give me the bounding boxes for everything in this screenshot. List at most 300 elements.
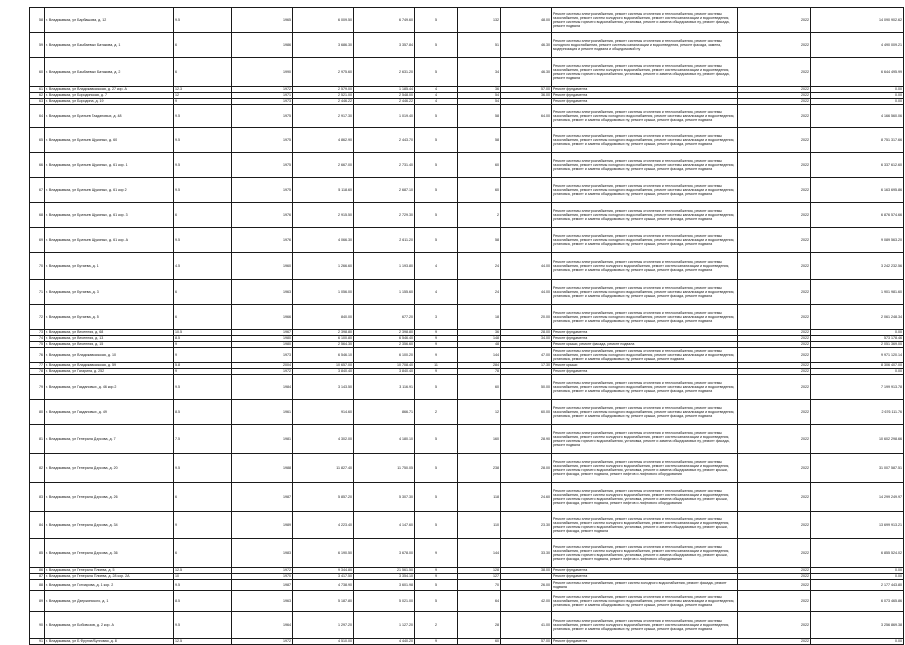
cell-residents: 34 (458, 58, 501, 87)
cell-total-area: 2 917.30 (293, 105, 354, 128)
cell-work-types: Ремонт фундамента (552, 568, 738, 574)
cell-wall-material: 6 (174, 483, 232, 512)
cell-address: г. Владикавказ, ул Газдановых, д. 46 кор.2 (45, 375, 174, 400)
cell-row-number: 81 (30, 425, 45, 454)
cell-residential-area: 1 127.20 (354, 612, 415, 639)
cell-plan-year: 2022 (738, 512, 811, 539)
cell-commission-year: 1976 (232, 228, 293, 253)
cell-wall-material: 6 (174, 203, 232, 228)
cell-residential-area: 6 100.20 (354, 348, 415, 363)
cell-residents: 48 (458, 342, 501, 348)
cell-cost: 0.00 (811, 568, 904, 574)
table-row (30, 580, 904, 591)
cell-address: г. Владикавказ, ул Генерала Дзусова, д. 36 (45, 539, 174, 568)
cell-residents: 148 (458, 336, 501, 342)
cell-residents: 60 (458, 153, 501, 178)
cell-residential-area: 4 180.10 (354, 425, 415, 454)
table-row (30, 305, 904, 330)
cell-row-number: 88 (30, 580, 45, 591)
cell-floors: 5 (415, 58, 458, 87)
cell-total-area: 2 915.50 (293, 203, 354, 228)
cell-wall-material: 12.5 (174, 639, 232, 645)
cell-wall-material: 9 (174, 342, 232, 348)
cell-total-area: 4 738.90 (293, 580, 354, 591)
cell-wall-material: 9 (174, 369, 232, 375)
cell-wall-material: 6 (174, 539, 232, 568)
cell-wear-percent (501, 153, 552, 178)
cell-floors: 9 (415, 342, 458, 348)
cell-plan-year: 2022 (738, 8, 811, 33)
cell-row-number: 61 (30, 87, 45, 93)
cell-residential-area: 10 708.40 (354, 363, 415, 369)
cell-commission-year: 1975 (232, 105, 293, 128)
cell-plan-year: 2022 (738, 348, 811, 363)
cell-wall-material: 12.5 (174, 568, 232, 574)
cell-cost: 3 256 869.38 (811, 612, 904, 639)
cell-cost: 13 699 913.21 (811, 512, 904, 539)
cell-floors: 5 (415, 483, 458, 512)
cell-row-number: 59 (30, 33, 45, 58)
cell-floors: 5 (415, 128, 458, 153)
cell-row-number: 62 (30, 93, 45, 99)
cell-residential-area: 3 678.00 (354, 539, 415, 568)
cell-total-area: 2 579.00 (293, 87, 354, 93)
cell-residential-area: 677.20 (354, 305, 415, 330)
cell-commission-year: 1973 (232, 348, 293, 363)
cell-address: г. Владикавказ, ул Весенняя, д. 13 (45, 336, 174, 342)
cell-work-types: Ремонт системы электроснабжения, ремонт системы отопления и теплоснабжения, ремонт системы газоснабжения, ремонт систем холодного водоснабжения, ремонт систем канализации и водоотведения, ремонт системы горячего водоснабжения, установка, ремонт и замена общедомовых пу, ремонт крыши, ремонт фасада, ремонт подвала (552, 512, 738, 539)
cell-cost: 0.00 (811, 574, 904, 580)
cell-work-types: Ремонт системы электроснабжения, ремонт системы отопления и теплоснабжения, ремонт системы газоснабжения, ремонт системы холодного водоснабжения, ремонт системы канализации и водоотведения, установка, ремонт и замена общедомовых пу, ремонт крыши, ремонт фасада, ремонт подвала (552, 153, 738, 178)
table-row (30, 639, 904, 645)
cell-wear-percent: 64.00 (501, 105, 552, 128)
cell-plan-year: 2022 (738, 87, 811, 93)
cell-floors: 5 (415, 153, 458, 178)
cell-wear-percent: 60.00 (501, 400, 552, 425)
cell-wall-material: 6 (174, 33, 232, 58)
cell-cost: 6 337 612.60 (811, 153, 904, 178)
cell-total-area: 4 066.30 (293, 228, 354, 253)
cell-cost: 2 676 111.76 (811, 400, 904, 425)
cell-plan-year: 2022 (738, 153, 811, 178)
cell-row-number: 80 (30, 400, 45, 425)
cell-wear-percent: 44.00 (501, 253, 552, 280)
cell-residents: 58 (458, 128, 501, 153)
cell-row-number: 87 (30, 574, 45, 580)
cell-floors: 4 (415, 280, 458, 305)
cell-residential-area: 3 357.84 (354, 33, 415, 58)
cell-plan-year: 2022 (738, 128, 811, 153)
cell-residents: 58 (458, 105, 501, 128)
cell-total-area: 840.00 (293, 305, 354, 330)
cell-wear-percent: 20.00 (501, 305, 552, 330)
cell-commission-year: 1975 (232, 128, 293, 153)
cell-cost: 6 073 465.86 (811, 591, 904, 612)
cell-cost: 1 901 981.60 (811, 280, 904, 305)
cell-cost: 9 089 563.20 (811, 228, 904, 253)
cell-row-number: 75 (30, 342, 45, 348)
table-row (30, 375, 904, 400)
cell-total-area: 1 056.00 (293, 280, 354, 305)
cell-total-area: 11 827.40 (293, 454, 354, 483)
cell-residents: 60 (458, 178, 501, 203)
cell-total-area: 6 190.50 (293, 539, 354, 568)
cell-plan-year: 2022 (738, 454, 811, 483)
cell-work-types: Ремонт фундамента (552, 336, 738, 342)
cell-row-number: 69 (30, 228, 45, 253)
cell-cost: 14 090 902.62 (811, 8, 904, 33)
cell-plan-year: 2022 (738, 539, 811, 568)
cell-work-types: Ремонт крыши (552, 363, 738, 369)
cell-floors: 5 (415, 375, 458, 400)
cell-commission-year: 1965 (232, 8, 293, 33)
cell-commission-year: 1989 (232, 512, 293, 539)
cell-cost: 6 644 495.99 (811, 58, 904, 87)
cell-work-types: Ремонт системы электроснабжения, ремонт системы отопления и теплоснабжения, ремонт системы газоснабжения, ремонт системы холодного водоснабжения, ремонт системы канализации и водоотведения, установка, ремонт и замена общедомовых пу, ремонт крыши, ремонт фасада, ремонт подвала (552, 203, 738, 228)
cell-wall-material: 12 (174, 93, 232, 99)
cell-total-area: 914.60 (293, 400, 354, 425)
table-row (30, 203, 904, 228)
cell-residents: 36 (458, 330, 501, 336)
cell-row-number: 63 (30, 99, 45, 105)
table-row (30, 400, 904, 425)
cell-total-area: 1 297.20 (293, 612, 354, 639)
cell-address: г. Владикавказ, ул Братьев Газдановых, д. 48 (45, 105, 174, 128)
repair-registry-table (29, 7, 904, 645)
cell-work-types: Ремонт фундамента (552, 639, 738, 645)
cell-residents: 28 (458, 612, 501, 639)
table-row (30, 539, 904, 568)
cell-wear-percent: 28.00 (501, 330, 552, 336)
cell-total-area: 6 546.10 (293, 348, 354, 363)
cell-residential-area: 1 155.60 (354, 280, 415, 305)
cell-plan-year: 2022 (738, 369, 811, 375)
cell-cost: 0.00 (811, 330, 904, 336)
cell-work-types: Ремонт фундамента (552, 369, 738, 375)
cell-wear-percent: 46.30 (501, 33, 552, 58)
cell-plan-year: 2022 (738, 375, 811, 400)
cell-address: г. Владикавказ, ул Генерала Дзусова, д. 34 (45, 512, 174, 539)
cell-wall-material: 8.5 (174, 336, 232, 342)
cell-work-types: Ремонт системы электроснабжения, ремонт системы отопления и теплоснабжения, ремонт системы газоснабжения, ремонт системы холодного водоснабжения, ремонт системы канализации и водоотведения, установка, ремонт и замена общедомовых пу, ремонт крыши, ремонт фасада, ремонт подвала (552, 375, 738, 400)
cell-cost: 0.00 (811, 87, 904, 93)
cell-cost: 9 971 120.14 (811, 348, 904, 363)
cell-plan-year: 2022 (738, 280, 811, 305)
table-row (30, 105, 904, 128)
cell-total-area: 3 686.30 (293, 33, 354, 58)
cell-total-area: 2 667.00 (293, 153, 354, 178)
cell-wear-percent: 23.30 (501, 512, 552, 539)
cell-floors: 4 (415, 93, 458, 99)
cell-residential-area: 2 731.40 (354, 153, 415, 178)
cell-row-number: 77 (30, 363, 45, 369)
cell-cost: 4 490 009.21 (811, 33, 904, 58)
cell-wall-material: 9.5 (174, 375, 232, 400)
cell-commission-year: 1984 (232, 375, 293, 400)
cell-address: г. Владикавказ, ул Бутаева, д. 1 (45, 253, 174, 280)
cell-commission-year: 1972 (232, 639, 293, 645)
cell-work-types: Ремонт фундамента (552, 99, 738, 105)
cell-wear-percent (501, 203, 552, 228)
cell-work-types: Ремонт фундамента (552, 574, 738, 580)
cell-wall-material: 9.5 (174, 105, 232, 128)
cell-wall-material: 10.5 (174, 330, 232, 336)
cell-residents: 127 (458, 574, 501, 580)
cell-address: г. Владикавказ, ул Бзыбаевых Батакова, д. 1 (45, 33, 174, 58)
table-row (30, 33, 904, 58)
cell-commission-year: 1963 (232, 591, 293, 612)
cell-work-types: Ремонт фундамента (552, 87, 738, 93)
cell-work-types: Ремонт системы электроснабжения, ремонт системы отопления и теплоснабжения, ремонт системы газоснабжения, ремонт системы холодного водоснабжения, ремонт системы канализации и водоотведения, установка, ремонт и замена общедомовых пу, ремонт крыши, ремонт фасада, ремонт подвала (552, 280, 738, 305)
cell-row-number: 85 (30, 539, 45, 568)
cell-cost: 2 051 369.00 (811, 342, 904, 348)
cell-address: г. Владикавказ, ул Гончарова, д. 1 кор. 2 (45, 580, 174, 591)
cell-wear-percent: 38.00 (501, 568, 552, 574)
cell-address: г. Владикавказ, ул Генерала Дзусова, д. 20 (45, 454, 174, 483)
table-row (30, 253, 904, 280)
cell-floors: 5 (415, 8, 458, 33)
cell-residents: 24 (458, 280, 501, 305)
cell-cost: 7 199 913.78 (811, 375, 904, 400)
cell-floors: 5 (415, 203, 458, 228)
cell-wear-percent: 42.00 (501, 591, 552, 612)
cell-total-area: 9 344.80 (293, 568, 354, 574)
cell-plan-year: 2022 (738, 253, 811, 280)
cell-residents: 12 (458, 400, 501, 425)
cell-cost: 6 855 524.02 (811, 539, 904, 568)
cell-address: г. Владикавказ, ул Бородина, д. 19 (45, 99, 174, 105)
cell-total-area: 2 975.60 (293, 58, 354, 87)
cell-address: г. Владикавказ, ул Бутаева, д. 3 (45, 280, 174, 305)
cell-residents: 60 (458, 639, 501, 645)
cell-plan-year: 2022 (738, 228, 811, 253)
cell-residents: 24 (458, 253, 501, 280)
cell-residents: 64 (458, 591, 501, 612)
cell-wall-material: 9.5 (174, 612, 232, 639)
cell-residential-area: 2 356.60 (354, 342, 415, 348)
cell-plan-year: 2022 (738, 93, 811, 99)
cell-commission-year: 1986 (232, 33, 293, 58)
cell-floors: 5 (415, 425, 458, 454)
cell-cost: 0.00 (811, 639, 904, 645)
cell-plan-year: 2022 (738, 580, 811, 591)
cell-residents: 118 (458, 483, 501, 512)
cell-address: г. Владикавказ, ул Бзыбаевых Батакова, д. 2 (45, 58, 174, 87)
cell-row-number: 71 (30, 280, 45, 305)
table-row (30, 454, 904, 483)
cell-work-types: Ремонт системы электроснабжения, ремонт системы отопления и теплоснабжения, ремонт системы газоснабжения, ремонт системы холодного водоснабжения, ремонт системы канализации и водоотведения, установка, ремонт и замена общедомовых пу, ремонт крыши, ремонт фасада, ремонт подвала (552, 400, 738, 425)
cell-plan-year: 2022 (738, 58, 811, 87)
cell-wear-percent (501, 178, 552, 203)
cell-address: г. Владикавказ, ул Братьев Щукиных, д. 61 кор 2 (45, 178, 174, 203)
cell-plan-year: 2022 (738, 612, 811, 639)
cell-residential-area: 6 546.40 (354, 336, 415, 342)
table-row (30, 153, 904, 178)
cell-wall-material: 6 (174, 280, 232, 305)
cell-row-number: 76 (30, 348, 45, 363)
cell-work-types: Ремонт крыши, ремонт фасада, ремонт подвала (552, 342, 738, 348)
cell-residential-area: 866.71 (354, 400, 415, 425)
cell-address: г. Владикавказ, ул Генерала Дзусова, д. 7 (45, 425, 174, 454)
cell-row-number: 66 (30, 153, 45, 178)
cell-wall-material: 9 (174, 512, 232, 539)
cell-residents: 132 (458, 8, 501, 33)
cell-total-area: 5 857.20 (293, 483, 354, 512)
cell-total-area: 3 143.50 (293, 375, 354, 400)
cell-row-number: 65 (30, 128, 45, 153)
cell-floors: 5 (415, 512, 458, 539)
cell-work-types: Ремонт системы электроснабжения, ремонт системы отопления и теплоснабжения, ремонт системы газоснабжения, ремонт систем холодного водоснабжения, ремонт систем канализации и водоотведения, ремонт системы горячего водоснабжения, установка, ремонт и замена общедомовых пу, ремонт фасада, ремонт подвала (552, 425, 738, 454)
cell-residential-area: 2 548.00 (354, 93, 415, 99)
cell-floors: 9 (415, 574, 458, 580)
cell-wear-percent: 48.00 (501, 8, 552, 33)
table-row (30, 591, 904, 612)
cell-work-types: Ремонт системы электроснабжения, ремонт системы отопления и теплоснабжения, ремонт системы холодного водоснабжения, ремонт системы канализации и водоотведения, ремонт фасада, замена, модернизация и ремонт подвала и общедомовой пу (552, 33, 738, 58)
cell-cost: 3 242 232.56 (811, 253, 904, 280)
cell-wear-percent: 36.00 (501, 93, 552, 99)
cell-total-area: 3 417.50 (293, 574, 354, 580)
cell-address: г. Владикавказ, ул Братьев Щукиных, д. 61 кор. А (45, 228, 174, 253)
cell-commission-year: 1961 (232, 400, 293, 425)
cell-floors: 11 (415, 363, 458, 369)
cell-cost: 573 178.46 (811, 336, 904, 342)
cell-address: г. Владикавказ, ул Генерала Плиева, д. 28 кор. 2А (45, 574, 174, 580)
cell-wear-percent: 17.30 (501, 363, 552, 369)
cell-commission-year: 1971 (232, 93, 293, 99)
cell-cost: 8 751 317.66 (811, 128, 904, 153)
cell-residents: 54 (458, 99, 501, 105)
cell-commission-year: 1963 (232, 280, 293, 305)
table-row (30, 512, 904, 539)
cell-floors: 4 (415, 99, 458, 105)
table-row (30, 483, 904, 512)
cell-floors: 9 (415, 539, 458, 568)
cell-floors: 9 (415, 348, 458, 363)
cell-work-types: Ремонт фундамента (552, 93, 738, 99)
cell-floors: 2 (415, 612, 458, 639)
cell-residents: 58 (458, 228, 501, 253)
cell-address: г. Владикавказ, ул Газдановых, д. 49 (45, 400, 174, 425)
cell-cost: 14 299 249.97 (811, 483, 904, 512)
cell-wall-material: 9.5 (174, 178, 232, 203)
cell-wear-percent: 34.00 (501, 336, 552, 342)
cell-floors: 3 (415, 305, 458, 330)
cell-residents: 238 (458, 454, 501, 483)
cell-cost: 6 163 695.86 (811, 178, 904, 203)
table-row (30, 228, 904, 253)
cell-commission-year: 1975 (232, 178, 293, 203)
cell-residents: 36 (458, 87, 501, 93)
cell-wear-percent: 57.00 (501, 87, 552, 93)
cell-residential-area: 1 185.44 (354, 87, 415, 93)
cell-row-number: 67 (30, 178, 45, 203)
cell-residential-area: 2 611.20 (354, 228, 415, 253)
table-row (30, 128, 904, 153)
cell-work-types: Ремонт системы электроснабжения, ремонт систем холодного водоснабжения, ремонт фасада, ремонт подвала (552, 580, 738, 591)
cell-total-area: 2 564.30 (293, 342, 354, 348)
cell-plan-year: 2022 (738, 178, 811, 203)
cell-plan-year: 2022 (738, 591, 811, 612)
cell-row-number: 58 (30, 8, 45, 33)
cell-address: г. Владикавказ, ул Гагарина, д. 252 (45, 369, 174, 375)
cell-wall-material: 5.8 (174, 363, 232, 369)
cell-row-number: 86 (30, 568, 45, 574)
cell-address: г. Владикавказ, ул Владикавказская, д. 59 (45, 363, 174, 369)
cell-commission-year: 1988 (232, 454, 293, 483)
cell-row-number: 68 (30, 203, 45, 228)
cell-row-number: 70 (30, 253, 45, 280)
cell-floors: 4 (415, 87, 458, 93)
cell-total-area: 2 521.00 (293, 93, 354, 99)
cell-wear-percent: 57.00 (501, 639, 552, 645)
cell-plan-year: 2022 (738, 639, 811, 645)
cell-wear-percent: 46.30 (501, 58, 552, 87)
cell-residents: 60 (458, 375, 501, 400)
table-row (30, 612, 904, 639)
cell-cost: 4 166 560.06 (811, 105, 904, 128)
cell-address: г. Владикавказ, ул Бобовозов, д. 2 кор. А (45, 612, 174, 639)
cell-plan-year: 2022 (738, 330, 811, 336)
cell-cost: 2 177 443.80 (811, 580, 904, 591)
cell-wall-material: 6 (174, 305, 232, 330)
cell-commission-year: 2004 (232, 363, 293, 369)
cell-work-types: Ремонт системы электроснабжения, ремонт системы отопления и теплоснабжения, ремонт системы газоснабжения, ремонт систем холодного водоснабжения, ремонт систем канализации и водоотведения, установка, ремонт и замена общедомовых пу, ремонт крыши, ремонт фасада, ремонт подвала (552, 253, 738, 280)
cell-residential-area: 5 307.30 (354, 483, 415, 512)
cell-plan-year: 2022 (738, 105, 811, 128)
cell-plan-year: 2022 (738, 425, 811, 454)
cell-total-area: 1 266.60 (293, 253, 354, 280)
cell-cost: 8 306 407.00 (811, 363, 904, 369)
cell-work-types: Ремонт системы электроснабжения, ремонт системы отопления и теплоснабжения, ремонт системы газоснабжения, ремонт систем холодного водоснабжения, ремонт систем канализации и водоотведения, ремонт системы горячего водоснабжения, установка, ремонт и замена общедомовых пу, ремонт крыши, ремонт фасада, ремонт подвала, ремонт лифтов и лифтового оборудования (552, 454, 738, 483)
cell-wear-percent (501, 128, 552, 153)
cell-wall-material: 10 (174, 574, 232, 580)
cell-residential-area: 2 687.10 (354, 178, 415, 203)
cell-address: г. Владикавказ, ул Генерала Плиева, д. 5 (45, 568, 174, 574)
cell-work-types: Ремонт системы электроснабжения, ремонт системы отопления и теплоснабжения, ремонт системы газоснабжения, ремонт системы холодного водоснабжения, ремонт системы канализации и водоотведения, установка, ремонт и замена общедомовых пу, ремонт крыши, ремонт фасада, ремонт подвала (552, 178, 738, 203)
cell-work-types: Ремонт системы электроснабжения, ремонт системы отопления и теплоснабжения, ремонт системы газоснабжения, ремонт систем холодного водоснабжения, ремонт систем канализации и водоотведения, установка, ремонт и замена общедомовых пу, ремонт крыши, ремонт фасада, ремонт подвала (552, 612, 738, 639)
cell-total-area: 2 398.80 (293, 330, 354, 336)
cell-residents: 110 (458, 512, 501, 539)
cell-work-types: Ремонт системы электроснабжения, ремонт системы отопления и теплоснабжения, ремонт системы газоснабжения, ремонт систем холодного водоснабжения, ремонт систем канализации и водоотведения, ремонт системы горячего водоснабжения, установка, ремонт и замена общедомовых пу, ремонт фасада, ремонт подвала (552, 58, 738, 87)
cell-row-number: 90 (30, 612, 45, 639)
cell-commission-year: 1976 (232, 203, 293, 228)
cell-address: г. Владикавказ, ул Генерала Дзусова, д. 26 (45, 483, 174, 512)
cell-wear-percent: 26.00 (501, 580, 552, 591)
cell-residential-area: 2 631.20 (354, 58, 415, 87)
cell-commission-year: 1972 (232, 369, 293, 375)
cell-plan-year: 2022 (738, 363, 811, 369)
cell-row-number: 74 (30, 336, 45, 342)
cell-plan-year: 2022 (738, 336, 811, 342)
cell-floors: 9 (415, 369, 458, 375)
cell-floors: 5 (415, 33, 458, 58)
cell-floors: 5 (415, 580, 458, 591)
cell-residents: 70 (458, 580, 501, 591)
cell-total-area: 5 118.60 (293, 178, 354, 203)
cell-row-number: 91 (30, 639, 45, 645)
cell-residential-area: 5 021.00 (354, 591, 415, 612)
cell-total-area: 10 657.00 (293, 363, 354, 369)
cell-plan-year: 2022 (738, 574, 811, 580)
cell-residents: 160 (458, 425, 501, 454)
cell-address: г. Владикавказ, ул Дзержинского, д. 1 (45, 591, 174, 612)
cell-wall-material: 8.5 (174, 591, 232, 612)
cell-address: г. Владикавказ, ул Братьев Щукиных, д. 61 кор. 3 (45, 203, 174, 228)
cell-wall-material: 7.5 (174, 425, 232, 454)
cell-wall-material: 9 (174, 99, 232, 105)
cell-work-types: Ремонт системы электроснабжения, ремонт системы отопления и теплоснабжения, ремонт системы газоснабжения, ремонт системы холодного водоснабжения, ремонт системы канализации и водоотведения, установка, ремонт и замена общедомовых пу, ремонт крыши, ремонт фасада, ремонт подвала (552, 228, 738, 253)
cell-wall-material: 4.5 (174, 253, 232, 280)
